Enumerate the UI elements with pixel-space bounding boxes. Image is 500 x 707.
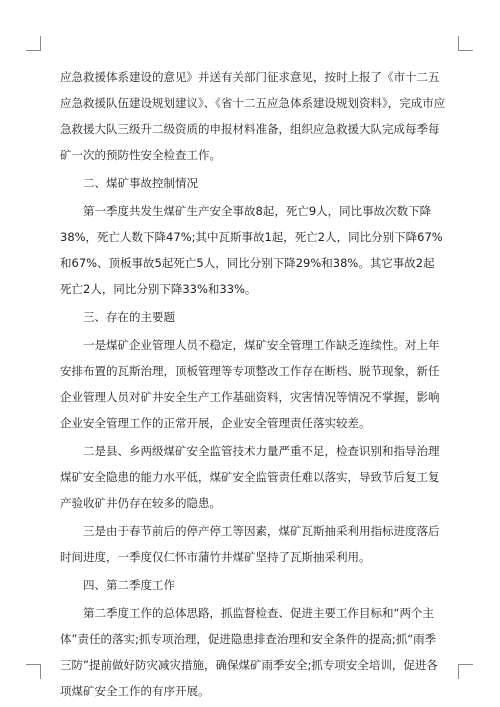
section-heading-accident-control: 二、煤矿事故控制情况	[83, 176, 198, 190]
document-body	[60, 64, 446, 706]
paragraph-problem-three: 三是由于春节前后的停产停工等因素，煤矿瓦斯抽采利用指标进度落后时间进度，一季度仅仁怀市蒲竹井煤矿坚持了瓦斯抽采利用。	[60, 524, 440, 564]
crop-mark-bottom-right	[458, 664, 473, 679]
paragraph-continuation: 应急救援体系建设的意见》并送有关部门征求意见，按时上报了《市十二五应急救援队伍建设规划建议》、《省十二五应急体系建设规划资料》，完成市应急救援大队三级升二级资质的申报材料准备，组织应急救援大队完成每季每矿一次的预防性安全检查工作。	[60, 70, 446, 162]
crop-mark-top-left	[26, 36, 41, 51]
paragraph-problem-one: 一是煤矿企业管理人员不稳定，煤矿安全管理工作缺乏连续性。对上年安排布置的瓦斯治理，顶板管理等专项整改工作存在断档、脱节现象，新任企业管理人员对矿井安全生产工作基础资料，灾害情况等情况不掌握，影响企业安全管理工作的正常开展，企业安全管理责任落实较差。	[60, 338, 440, 430]
paragraph-accident-stats: 第一季度共发生煤矿生产安全事故8起，死亡9人，同比事故次数下降38%，死亡人数下降47%;其中瓦斯事故1起，死亡2人，同比分别下降67%和67%、顶板事故5起死亡5人，同比分别下降29%和38%。其它事故2起死亡2人，同比分别下降33%和33%。	[60, 204, 443, 296]
crop-mark-bottom-left	[26, 664, 41, 679]
paragraph-problem-two: 二是县、乡两级煤矿安全监管技术力量严重不足，检查识别和指导治理煤矿安全隐患的能力水平低，煤矿安全监管责任难以落实，导致节后复工复产验收矿井仍存在较多的隐患。	[60, 444, 440, 510]
paragraph-q2-plan: 第二季度工作的总体思路，抓监督检查、促进主要工作目标和“两个主体”责任的落实;抓专项治理，促进隐患排查治理和安全条件的提高;抓“雨季三防”提前做好防灾减灾措施，确保煤矿雨季安全;抓专项安全培训，促进各项煤矿安全工作的有序开展。	[60, 606, 438, 698]
section-heading-q2-work: 四、第二季度工作	[83, 578, 175, 592]
section-heading-main-problems: 三、存在的主要题	[83, 310, 175, 324]
crop-mark-top-right	[458, 36, 473, 51]
